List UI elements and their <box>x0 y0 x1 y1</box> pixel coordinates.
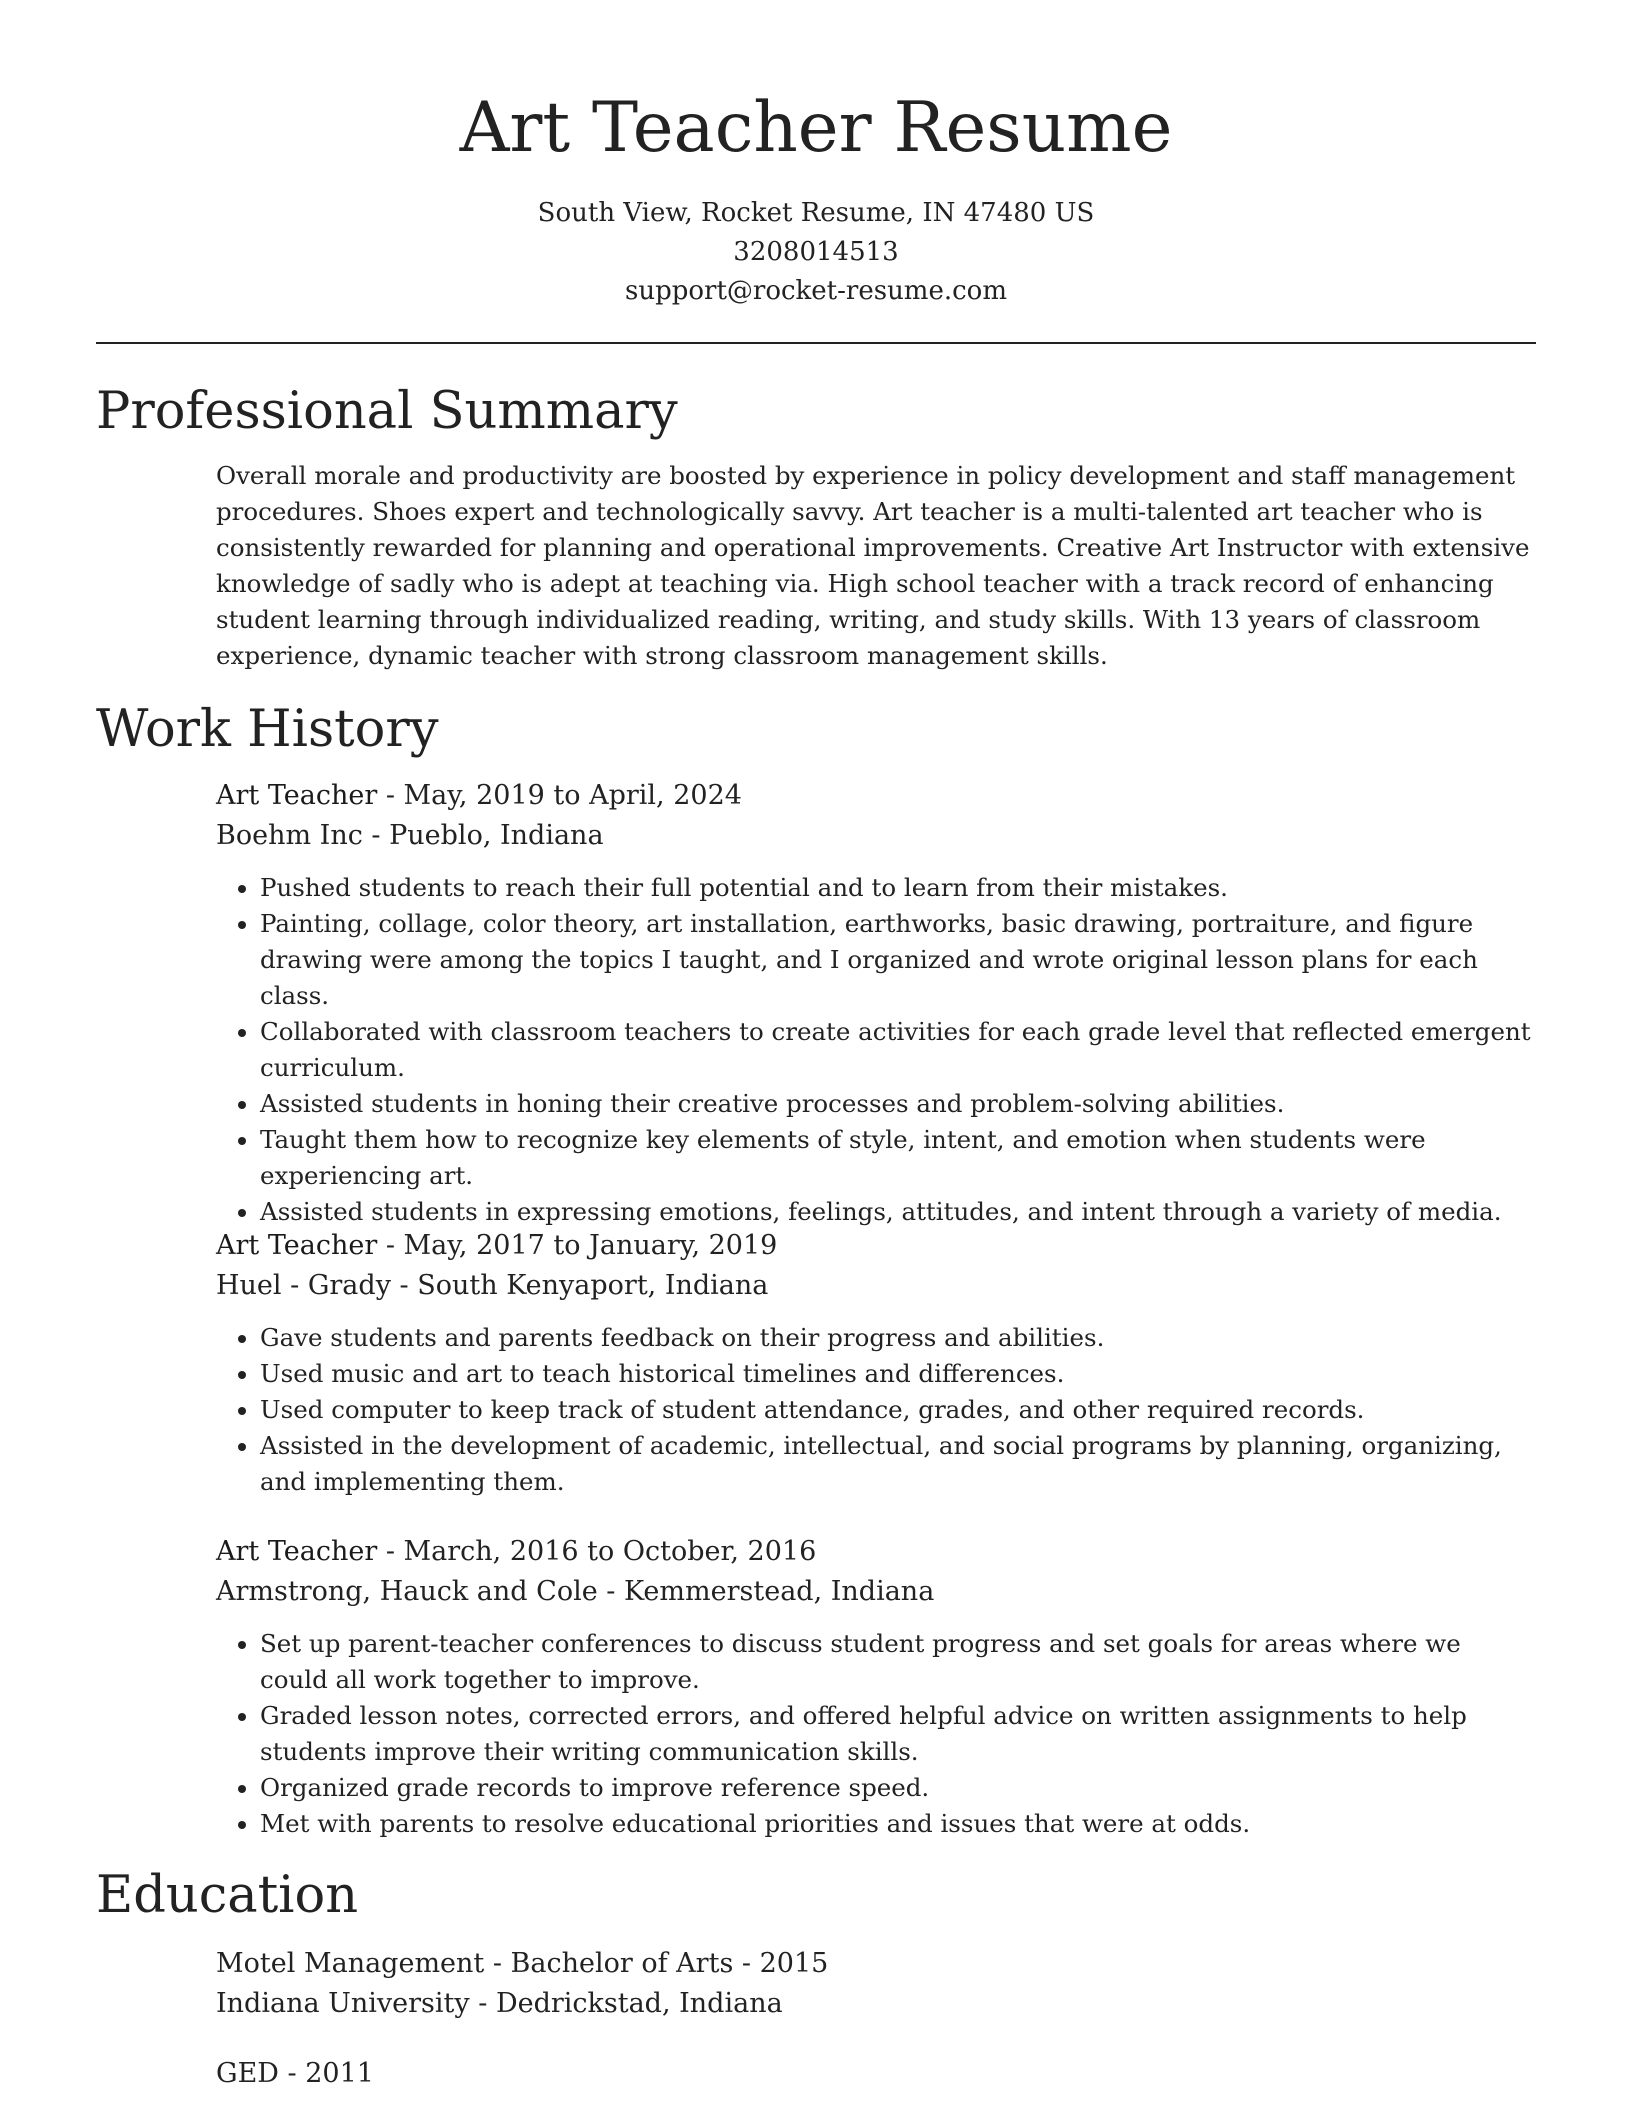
job-dates: - May, 2019 to April, 2024 <box>377 780 742 811</box>
education-degree-line <box>216 2054 1536 2094</box>
contact-email: support@rocket-resume.com <box>624 276 1007 306</box>
education-year: - 2015 <box>733 1948 829 1979</box>
job-title-line <box>216 776 1536 816</box>
contact-address: South View, Rocket Resume, IN 47480 US <box>537 198 1095 228</box>
job-bullet: • Pushed students to reach their full potential and to learn from their mistakes. <box>260 870 1536 906</box>
job-location: - Pueblo, Indiana <box>362 820 604 851</box>
summary-text: Overall morale and productivity are boosted by experience in policy development and staff management procedures. Shoes expert and technologically savvy. Art teacher is a multi-talented art teacher who is consistently rewarded for planning and operational improvements. Creative Art Instructor with extensive knowledge of sadly who is adept at teaching via. High school teacher with a track record of enhancing student learning through individualized reading, writing, and study skills. With 13 years of classroom experience, dynamic teacher with strong classroom management skills. <box>216 461 1530 670</box>
job-title: Art Teacher <box>216 1536 378 1567</box>
job-bullet: • Assisted in the development of academic, intellectual, and social programs by planning, organizing, and implementing them. <box>260 1428 1536 1500</box>
header-divider <box>96 342 1536 344</box>
resume-header <box>0 0 1632 311</box>
education-school-line <box>216 1984 1536 2024</box>
resume-title: Art Teacher Resume <box>459 88 1173 168</box>
education-degree: Motel Management - Bachelor of Arts <box>216 1948 734 1979</box>
job-bullets <box>216 1320 1536 1500</box>
job-title-line <box>216 1532 1536 1572</box>
job-bullet: • Organized grade records to improve reference speed. <box>260 1770 1536 1806</box>
job-bullet: • Set up parent-teacher conferences to discuss student progress and set goals for areas where we could all work together to improve. <box>260 1626 1536 1698</box>
job-bullet: • Assisted students in expressing emotions, feelings, attitudes, and intent through a variety of media. <box>260 1194 1536 1230</box>
job-entry <box>216 1532 1536 1842</box>
job-dates: - March, 2016 to October, 2016 <box>377 1536 817 1567</box>
job-location: - South Kenyaport, Indiana <box>390 1270 769 1301</box>
job-bullets <box>216 1626 1536 1842</box>
job-company-line <box>216 1572 1536 1612</box>
education-entry <box>216 1944 1536 2024</box>
job-company-line <box>216 816 1536 856</box>
job-bullet: • Collaborated with classroom teachers to create activities for each grade level that reflected emergent curriculum. <box>260 1014 1536 1086</box>
job-bullet: • Painting, collage, color theory, art installation, earthworks, basic drawing, portraiture, and figure drawing were among the topics I taught, and I organized and wrote original lesson plans for each class. <box>260 906 1536 1014</box>
job-dates: - May, 2017 to January, 2019 <box>377 1230 778 1261</box>
education-degree: GED <box>216 2058 279 2089</box>
education-entry <box>216 2054 1536 2094</box>
job-entry <box>216 1226 1536 1500</box>
job-title: Art Teacher <box>216 780 378 811</box>
job-bullet: • Gave students and parents feedback on their progress and abilities. <box>260 1320 1536 1356</box>
job-title: Art Teacher <box>216 1230 378 1261</box>
job-bullet: • Met with parents to resolve educational priorities and issues that were at odds. <box>260 1806 1536 1842</box>
job-company: Huel - Grady <box>216 1270 391 1301</box>
job-bullet: • Graded lesson notes, corrected errors, and offered helpful advice on written assignments to help students improve their writing communication skills. <box>260 1698 1536 1770</box>
education-school: Indiana University <box>216 1988 470 2019</box>
job-entry <box>216 776 1536 1230</box>
work-history-heading: Work History <box>96 700 439 759</box>
job-bullet: • Used music and art to teach historical timelines and differences. <box>260 1356 1536 1392</box>
contact-block <box>0 194 1632 311</box>
job-title-line <box>216 1226 1536 1266</box>
job-bullet: • Used computer to keep track of student attendance, grades, and other required records. <box>260 1392 1536 1428</box>
summary-section <box>216 458 1536 674</box>
job-company: Boehm Inc <box>216 820 363 851</box>
job-bullet: • Assisted students in honing their creative processes and problem-solving abilities. <box>260 1086 1536 1122</box>
job-location: - Kemmerstead, Indiana <box>597 1576 935 1607</box>
summary-heading: Professional Summary <box>96 382 678 441</box>
education-heading: Education <box>96 1866 359 1925</box>
job-company: Armstrong, Hauck and Cole <box>216 1576 598 1607</box>
job-company-line <box>216 1266 1536 1306</box>
contact-phone: 3208014513 <box>733 237 899 267</box>
education-year: - 2011 <box>278 2058 374 2089</box>
job-bullets <box>216 870 1536 1230</box>
job-bullet: • Taught them how to recognize key elements of style, intent, and emotion when students were experiencing art. <box>260 1122 1536 1194</box>
education-degree-line <box>216 1944 1536 1984</box>
education-location: - Dedrickstad, Indiana <box>469 1988 783 2019</box>
